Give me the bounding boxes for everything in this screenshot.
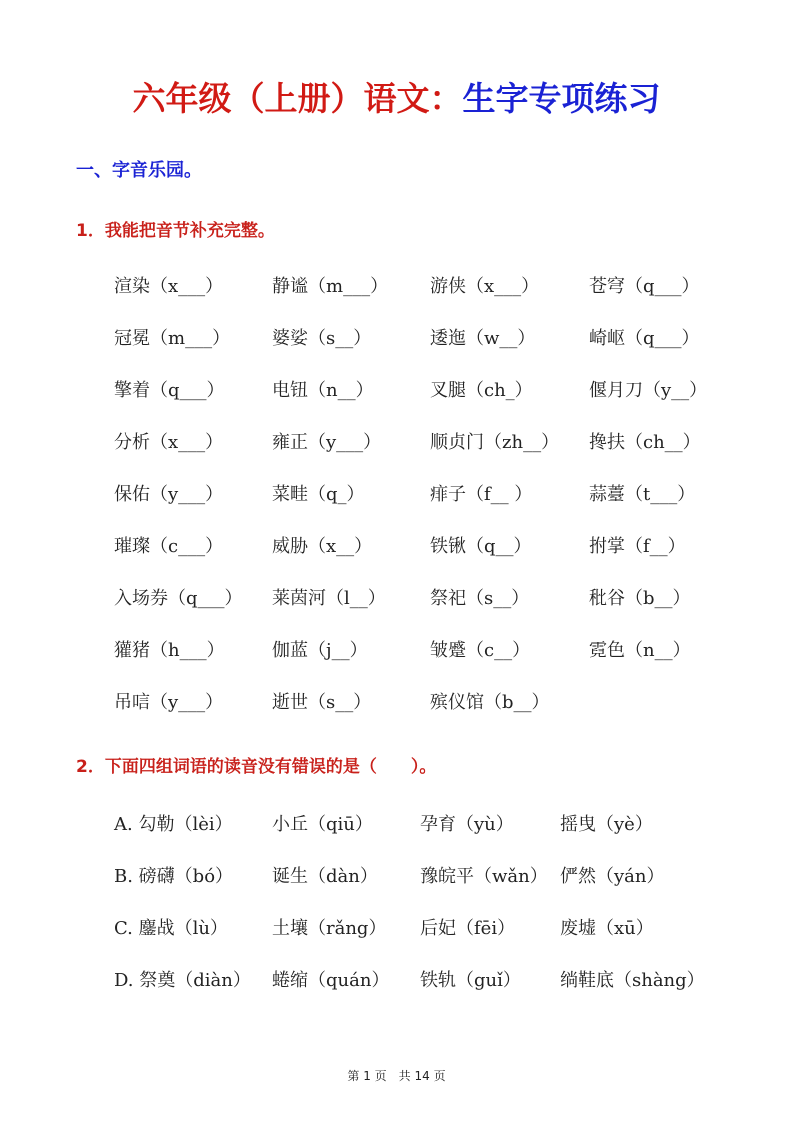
question-2-heading: 2．下面四组词语的读音没有错误的是（ ）。: [76, 757, 437, 777]
word-item: 叉腿（ch_）: [430, 380, 533, 401]
option-word: B. 磅礴（bó）: [114, 866, 234, 887]
page-title-part2: 生字专项练习: [462, 79, 661, 118]
word-item: 菜畦（q_）: [272, 484, 365, 505]
word-item: 分析（x___）: [114, 432, 224, 453]
option-word: 后妃（fēi）: [420, 918, 516, 939]
grid-row: [114, 428, 754, 480]
grid-row: [114, 532, 754, 584]
word-item: 蒜薹（t___）: [589, 484, 696, 505]
word-item: 静谧（m___）: [272, 276, 389, 297]
grid-row: [114, 376, 754, 428]
word-item: 皱蹙（c__）: [430, 640, 531, 661]
grid-row: [114, 636, 754, 688]
word-item: 崎岖（q___）: [589, 328, 700, 349]
answer-options: [114, 810, 734, 1018]
word-item: 秕谷（b__）: [589, 588, 691, 609]
grid-row: [114, 480, 754, 532]
word-item: 冠冕（m___）: [114, 328, 231, 349]
option-row-d: [114, 966, 734, 1018]
word-item: 霓色（n__）: [589, 640, 691, 661]
option-word: 豫皖平（wǎn）: [420, 866, 548, 887]
word-item: 入场券（q___）: [114, 588, 243, 609]
word-item: 偃月刀（y__）: [589, 380, 708, 401]
word-item: 殡仪馆（b__）: [430, 692, 550, 713]
page-title-part1: 六年级（上册）语文：: [132, 79, 463, 118]
grid-row: [114, 688, 754, 740]
grid-row: [114, 584, 754, 636]
word-item: 痱子（f__ ）: [430, 484, 533, 505]
word-item: 顺贞门（zh__）: [430, 432, 560, 453]
option-word: 诞生（dàn）: [272, 866, 378, 887]
option-row-b: [114, 862, 734, 914]
option-word: D. 祭奠（diàn）: [114, 970, 251, 991]
page-title: [0, 74, 793, 124]
word-item: 婆娑（s__）: [272, 328, 372, 349]
option-row-c: [114, 914, 734, 966]
option-word: A. 勾勒（lèi）: [114, 814, 233, 835]
word-item: 电钮（n__）: [272, 380, 374, 401]
option-word: 摇曳（yè）: [560, 814, 653, 835]
option-word: 蜷缩（quán）: [272, 970, 390, 991]
word-item: 伽蓝（j__）: [272, 640, 368, 661]
option-word: 俨然（yán）: [560, 866, 665, 887]
word-item: 苍穹（q___）: [589, 276, 700, 297]
option-word: 绱鞋底（shàng）: [560, 970, 705, 991]
word-item: 吊唁（y___）: [114, 692, 224, 713]
page-footer: 第 1 页 共 14 页: [347, 1069, 446, 1083]
option-word: 铁轨（guǐ）: [420, 970, 521, 991]
word-item: 游侠（x___）: [430, 276, 540, 297]
word-item: 莱茵河（l__）: [272, 588, 386, 609]
option-word: 废墟（xū）: [560, 918, 654, 939]
section-heading: 一、字音乐园。: [76, 160, 202, 181]
grid-row: [114, 324, 754, 376]
word-item: 璀璨（c___）: [114, 536, 224, 557]
word-item: 保佑（y___）: [114, 484, 224, 505]
word-item: 擎着（q___）: [114, 380, 225, 401]
word-item: 铁锹（q__）: [430, 536, 532, 557]
grid-row: [114, 272, 754, 324]
option-word: 小丘（qiū）: [272, 814, 373, 835]
word-item: 渲染（x___）: [114, 276, 224, 297]
question-1-heading: 1．我能把音节补充完整。: [76, 221, 275, 241]
word-item: 威胁（x__）: [272, 536, 373, 557]
option-word: C. 鏖战（lù）: [114, 918, 228, 939]
pinyin-fill-grid: [114, 272, 754, 740]
word-item: 祭祀（s__）: [430, 588, 530, 609]
option-word: 孕育（yù）: [420, 814, 514, 835]
word-item: 拊掌（f__）: [589, 536, 686, 557]
option-word: 土壤（rǎng）: [272, 918, 387, 939]
word-item: 搀扶（ch__）: [589, 432, 701, 453]
word-item: 雍正（y___）: [272, 432, 382, 453]
word-item: 逝世（s__）: [272, 692, 372, 713]
option-row-a: [114, 810, 734, 862]
word-item: 獾猪（h___）: [114, 640, 225, 661]
word-item: 逶迤（w__）: [430, 328, 536, 349]
